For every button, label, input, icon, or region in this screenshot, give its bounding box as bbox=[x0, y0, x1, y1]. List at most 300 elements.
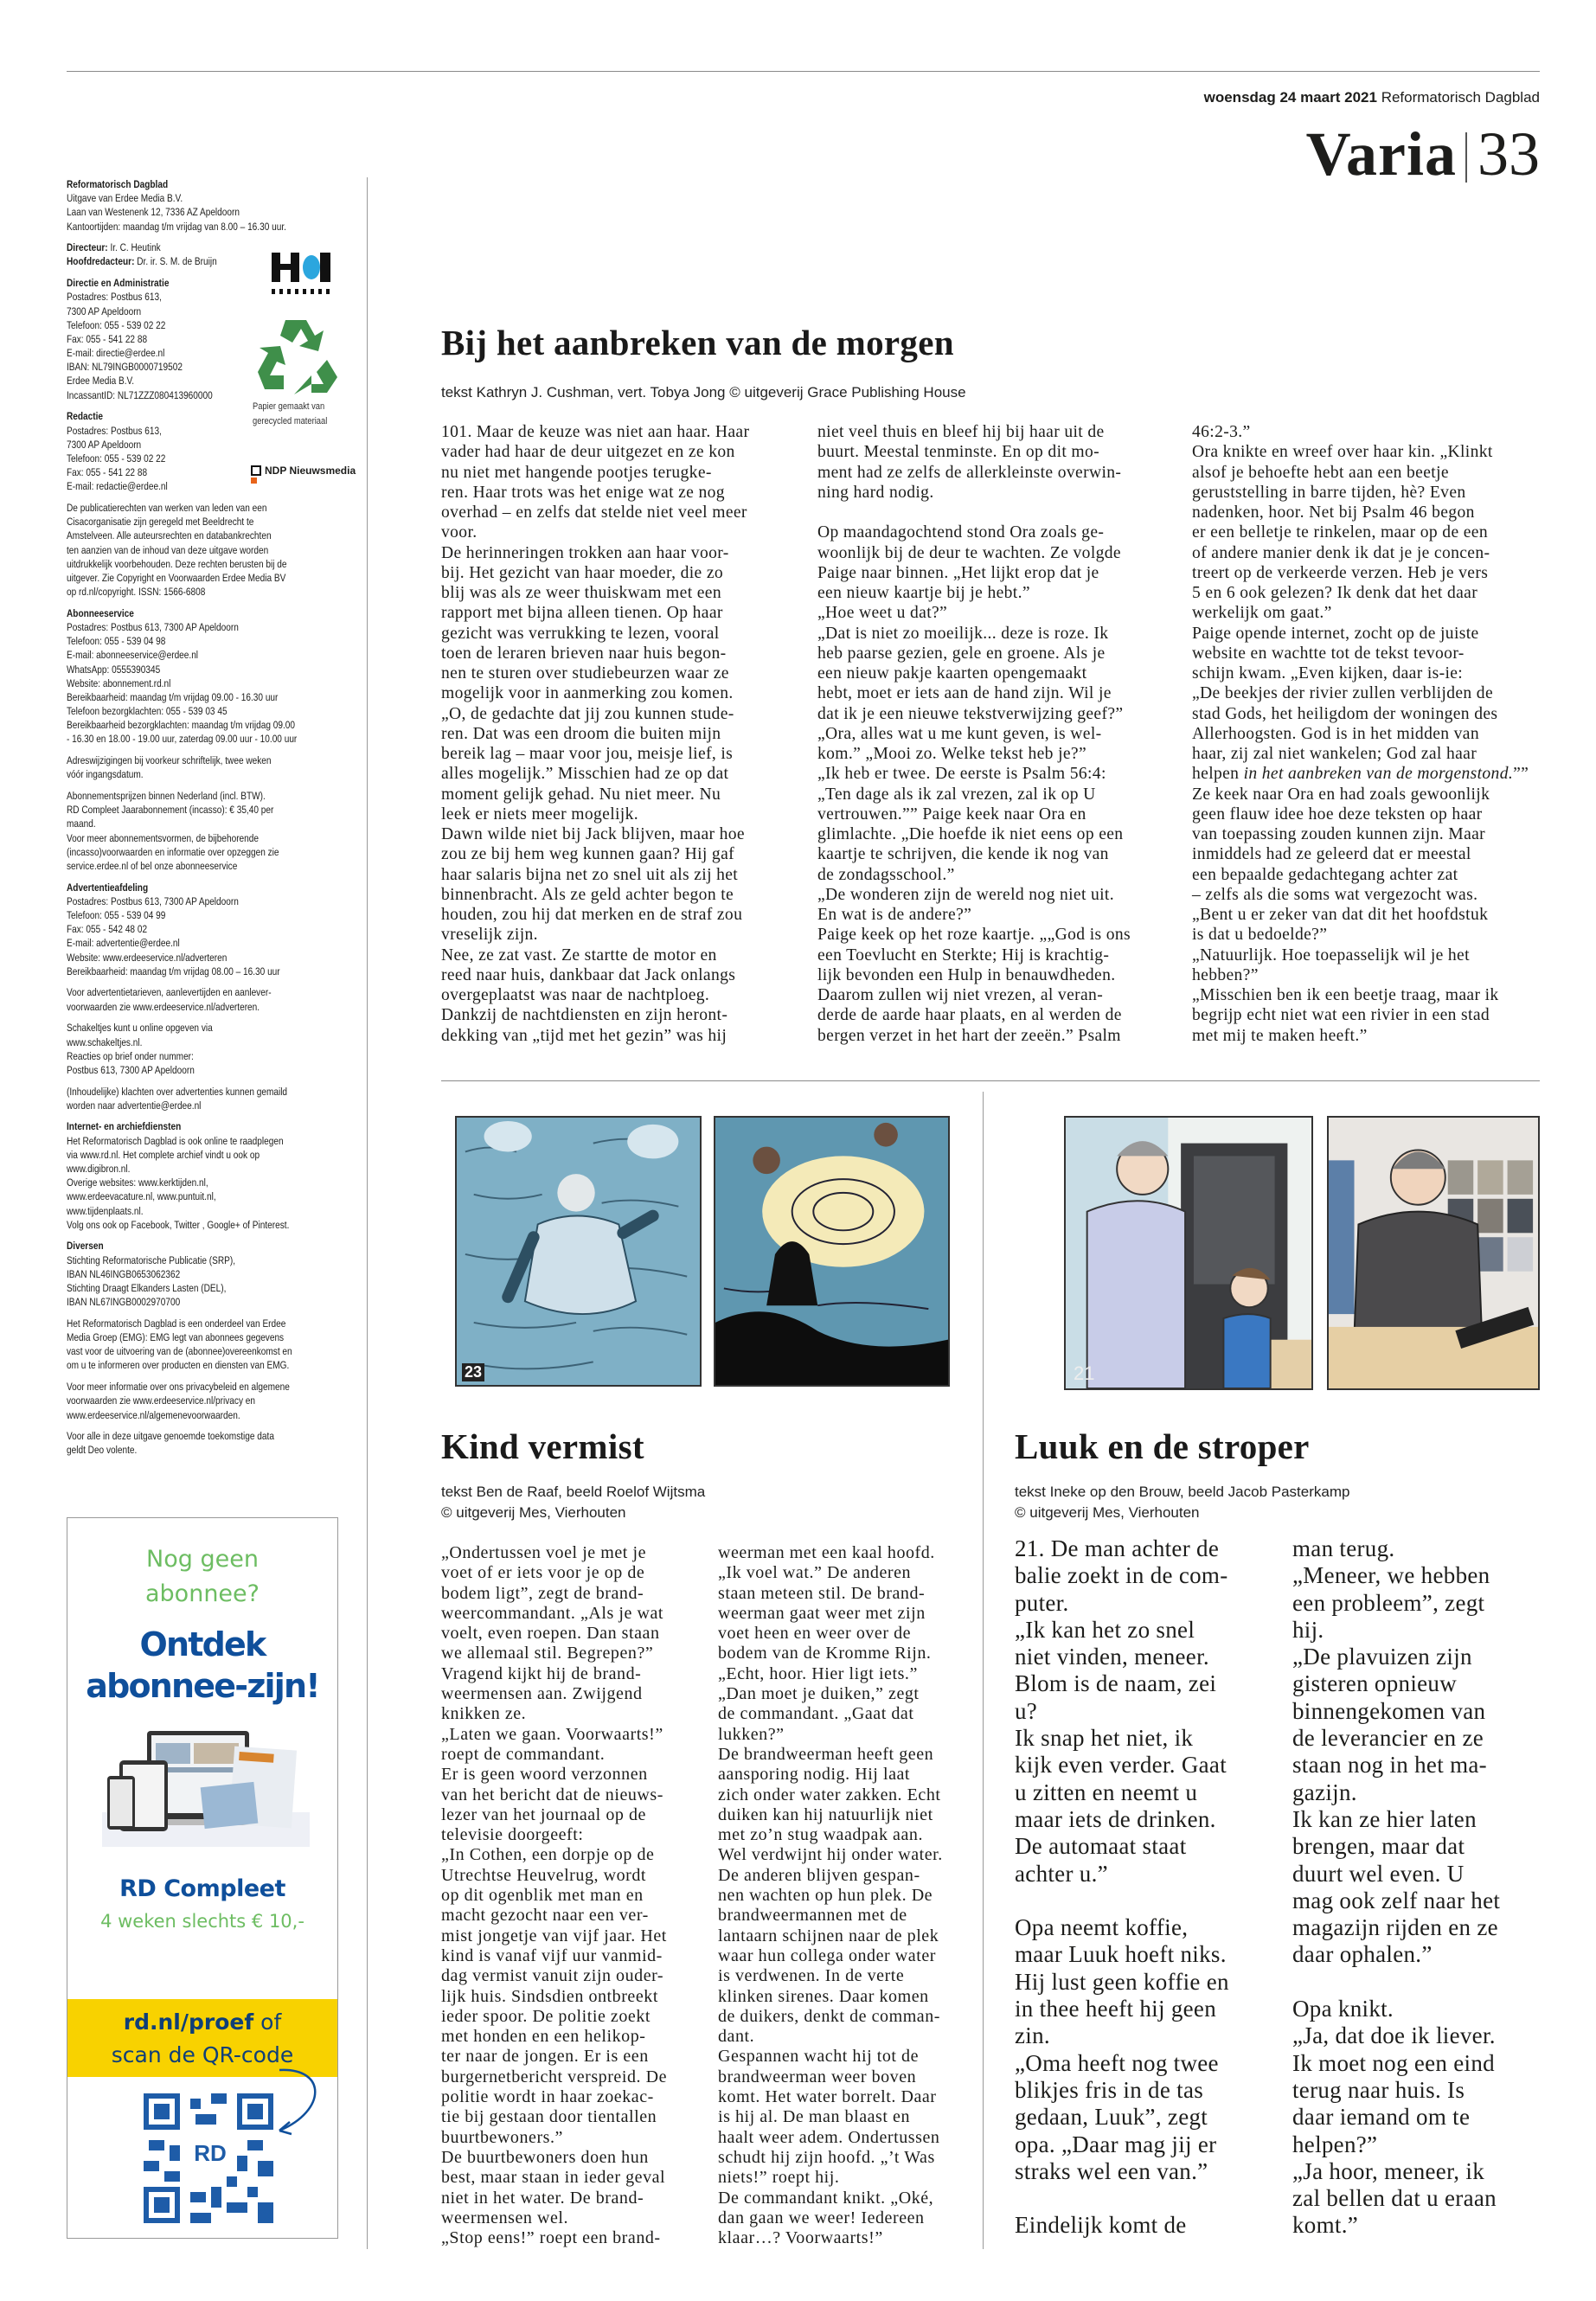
text-line: „Ik kan het zo snel bbox=[1015, 1616, 1195, 1643]
colophon-line: Uitgave van Erdee Media B.V. bbox=[67, 192, 183, 205]
text-line: inmiddels had ze geleerd dat er meestal bbox=[1192, 845, 1471, 864]
colophon-line: E-mail: abonneeservice@erdee.nl bbox=[67, 649, 199, 662]
colophon-line: Adreswijzigingen bij voorkeur schriftelijk, twee weken bbox=[67, 754, 272, 767]
text-line: een Toevlucht en Sterkte; Hij is krachtig- bbox=[817, 945, 1110, 965]
colophon-line: uitdrukkelijk voorbehouden. Deze rechten berusten bij de bbox=[67, 557, 287, 570]
ad-offer: 4 weken slechts € 10,- bbox=[100, 1911, 304, 1932]
blank-line bbox=[1292, 1969, 1552, 1996]
article-headline: Kind vermist bbox=[441, 1426, 644, 1466]
colophon-value: Ir. C. Heutink bbox=[107, 241, 161, 254]
ad-headline bbox=[67, 1624, 337, 1707]
text-line: Ora knikte en wreef over haar kin. „Klinkt bbox=[1192, 443, 1493, 462]
text-line: helpen?” bbox=[1292, 2131, 1378, 2157]
text-line: maar Luuk hoeft niks. bbox=[1015, 1941, 1227, 1968]
colophon-line: Telefoon bezorgklachten: 055 - 539 03 45 bbox=[67, 705, 228, 718]
text-line: „Laten we gaan. Voorwaarts!” bbox=[441, 1724, 663, 1744]
text-line: begrijp echt niet wat een rivier in een stad bbox=[1192, 1006, 1490, 1025]
text-line: De anderen blijven gespan- bbox=[718, 1865, 920, 1885]
article-column bbox=[1015, 1535, 1274, 2240]
text-line: weerman gaat weer met zijn bbox=[718, 1603, 926, 1623]
colophon-section-title: Abonneeservice bbox=[67, 606, 134, 619]
colophon-section bbox=[67, 753, 350, 781]
text-line: een nieuw kaartje bij je hebt.” bbox=[817, 584, 1030, 602]
text-line: – zelfs als die soms wat vergezocht was. bbox=[1192, 885, 1478, 904]
colophon-line: Media Groep (EMG): EMG legt van abonnees gegevens bbox=[67, 1331, 285, 1344]
text-line: „De plavuizen zijn bbox=[1292, 1644, 1472, 1670]
text-line: opa. „Daar mag jij er bbox=[1015, 2131, 1217, 2157]
text-line: met honden en een helikop- bbox=[441, 2027, 646, 2047]
text-line: politie wordt in haar zoekac- bbox=[441, 2087, 654, 2107]
text-line: met zo’n stug waadpak aan. bbox=[718, 1825, 923, 1845]
ad-url-link[interactable]: rd.nl/proef bbox=[123, 2009, 254, 2035]
text-line: een bepaalde gedachtegang achter zat bbox=[1192, 865, 1458, 884]
colophon-line: vóór ingangsdatum. bbox=[67, 768, 144, 781]
text-line: brengen, maar dat bbox=[1292, 1833, 1465, 1860]
text-line: „De wonderen zijn de wereld nog niet uit. bbox=[817, 885, 1114, 904]
text-line: werkelijk om gaat.” bbox=[1192, 604, 1332, 623]
text-line: Er is geen woord verzonnen bbox=[441, 1765, 648, 1785]
text-line: is dat u bedoelde?” bbox=[1192, 926, 1328, 945]
text-line: gisteren opnieuw bbox=[1292, 1670, 1458, 1697]
text-line: brandweerman weer boven bbox=[718, 2067, 917, 2086]
ad-teaser-line: abonnee? bbox=[145, 1580, 260, 1607]
text-line: Ik kan ze hier laten bbox=[1292, 1805, 1477, 1832]
recycle-icon bbox=[251, 311, 344, 398]
byline-line: © uitgeverij Mes, Vierhouten bbox=[1015, 1504, 1200, 1521]
article-column bbox=[441, 1543, 709, 2248]
page-number: 33 bbox=[1477, 119, 1540, 189]
text-segment: helpen bbox=[1192, 765, 1244, 784]
text-line: bergen verzet in het hart der zeeën.” Psalm bbox=[817, 1026, 1121, 1045]
colophon-line: Bereikbaarheid bezorgklachten: maandag t/m vrijdag 09.00 bbox=[67, 719, 296, 732]
text-line: weermensen aan. Zwijgend bbox=[441, 1684, 643, 1704]
text-line: duiken kan hij natuurlijk niet bbox=[718, 1804, 933, 1824]
blank-line bbox=[1015, 2185, 1274, 2212]
text-line: televisie doorgeeft: bbox=[441, 1825, 584, 1845]
dateline bbox=[1204, 88, 1540, 107]
text-line: achter u.” bbox=[1015, 1860, 1108, 1887]
text-line: lezer van het journaal op de bbox=[441, 1804, 646, 1824]
text-line: niet in het water. De brand- bbox=[441, 2188, 644, 2208]
colophon-line: geldt Deo volente. bbox=[67, 1444, 138, 1457]
colophon-section bbox=[67, 501, 350, 599]
text-line: „Misschien ben ik een beetje traag, maar ik bbox=[1192, 986, 1499, 1004]
text-line: moment gelijk gehad. Nu niet meer. Nu bbox=[441, 785, 721, 804]
italic-text-segment: in het aanbreken van de morgenstond. bbox=[1243, 765, 1514, 784]
text-line: zou ze bij hem weg kunnen gaan? Hij gaf bbox=[441, 845, 735, 864]
text-line: dag vermist vanuit zijn ouder- bbox=[441, 1966, 664, 1986]
text-line: „O, de gedachte dat jij zou kunnen stude- bbox=[441, 704, 734, 723]
text-line: „Ja, dat doe ik liever. bbox=[1292, 2022, 1496, 2049]
text-line: De buurtbewoners doen hun bbox=[441, 2147, 649, 2167]
text-line: gazijn. bbox=[1292, 1779, 1357, 1805]
text-line: aansporing nodig. Hij laat bbox=[718, 1765, 911, 1785]
text-line: niet vinden, meneer. bbox=[1015, 1644, 1209, 1670]
colophon-line: Postbus 613, 7300 AP Apeldoorn bbox=[67, 1063, 195, 1076]
colophon-line: Postadres: Postbus 613, 7300 AP Apeldoorn bbox=[67, 620, 239, 633]
ad-cta-text: scan de QR-code bbox=[111, 2042, 294, 2067]
section-header bbox=[1305, 119, 1540, 189]
colophon-line: Het Reformatorisch Dagblad is een onderdeel van Erdee bbox=[67, 1317, 286, 1330]
text-line: maar iets de drinken. bbox=[1015, 1805, 1216, 1832]
colophon-section-title: Internet- en archiefdiensten bbox=[67, 1120, 182, 1133]
text-line: puter. bbox=[1015, 1589, 1069, 1616]
text-line: geen flauw idee hoe deze teksten op haar bbox=[1192, 804, 1483, 824]
text-line: staan meteen stil. De brand- bbox=[718, 1583, 926, 1603]
text-line: Op maandagochtend stond Ora zoals ge- bbox=[817, 523, 1105, 542]
text-line: is hij al. De man blaast en bbox=[718, 2107, 911, 2127]
text-line: overhad – en zelfs dat stelde niet veel meer bbox=[441, 503, 747, 522]
colophon-line: www.tijdenplaats.nl. bbox=[67, 1204, 144, 1217]
colophon-section bbox=[67, 1380, 350, 1422]
text-line: derde de aarde haar plaats, en al werden de bbox=[817, 1006, 1122, 1025]
text-line: man terug. bbox=[1292, 1535, 1395, 1561]
qr-code[interactable] bbox=[144, 2093, 273, 2223]
newspaper-name: Reformatorisch Dagblad bbox=[1381, 89, 1540, 106]
text-line: lantaarn schijnen naar de plek bbox=[718, 1926, 939, 1945]
text-line: alles mogelijk.” Misschien had ze op dat bbox=[441, 765, 729, 784]
recycle-caption bbox=[253, 400, 327, 429]
text-line: terug naar huis. Is bbox=[1292, 2076, 1465, 2103]
text-line: Opa neemt koffie, bbox=[1015, 1914, 1189, 1941]
colophon-line: op rd.nl/copyright. ISSN: 1566-6808 bbox=[67, 586, 206, 599]
text-line: „Oma heeft nog twee bbox=[1015, 2049, 1219, 2076]
text-line: hebt, moet er iets aan de hand zijn. Wil je bbox=[817, 684, 1112, 703]
text-line: mag ook zelf naar het bbox=[1292, 1887, 1501, 1913]
colophon-line: Telefoon: 055 - 539 04 99 bbox=[67, 909, 166, 921]
text-line: komt. Het water borrelt. Daar bbox=[718, 2087, 937, 2107]
text-line: Utrechtse Heuvelrug, wordt bbox=[441, 1865, 647, 1885]
colophon-line: via www.rd.nl. Het complete archief vindt u ook op bbox=[67, 1148, 260, 1161]
colophon-line: Fax: 055 - 542 48 02 bbox=[67, 923, 148, 936]
top-rule bbox=[67, 71, 1540, 72]
colophon-line: WhatsApp: 0555390345 bbox=[67, 663, 161, 676]
text-line: bodem ligt”, zegt de brand- bbox=[441, 1583, 644, 1603]
text-line: roept de commandant. bbox=[441, 1744, 606, 1764]
byline-line: tekst Ben de Raaf, beeld Roelof Wijtsma bbox=[441, 1484, 706, 1500]
text-line: Allerhoogsten. God is in het midden van bbox=[1192, 724, 1480, 743]
text-line: mist jongetje van vijf jaar. Het bbox=[441, 1926, 667, 1945]
colophon-line: www.digibron.nl. bbox=[67, 1163, 131, 1175]
text-line: Opa knikt. bbox=[1292, 1996, 1394, 2022]
colophon-line: Telefoon: 055 - 539 04 98 bbox=[67, 635, 166, 648]
article-byline bbox=[1015, 1482, 1349, 1523]
colophon-section bbox=[67, 1021, 350, 1077]
colophon-line: maand. bbox=[67, 817, 96, 830]
colophon-line: Postadres: Postbus 613, bbox=[67, 424, 162, 437]
text-line: „Ten dage als ik zal vrezen, zal ik op U bbox=[817, 785, 1096, 804]
colophon-line: Voor meer abonnementsvormen, de bijbehorende bbox=[67, 831, 259, 844]
text-line: weermensen wel. bbox=[441, 2208, 569, 2227]
ad-headline-line: abonnee-zijn! bbox=[86, 1667, 319, 1705]
text-line: hebben?” bbox=[1192, 965, 1259, 984]
text-line: dekking van „tijd met het gezin” was hij bbox=[441, 1026, 727, 1045]
colophon-line: Voor advertentietarieven, aanlevertijden en aanlever- bbox=[67, 986, 272, 999]
colophon-line: Postadres: Postbus 613, bbox=[67, 291, 162, 304]
text-line: „Ora, alles wat u me kunt geven, is wel- bbox=[817, 724, 1102, 743]
text-line: nadenken, hoor. Net bij Psalm 46 begon bbox=[1192, 503, 1475, 522]
colophon-section bbox=[67, 1429, 350, 1457]
text-line bbox=[1192, 764, 1542, 784]
colophon-line: Het Reformatorisch Dagblad is ook online te raadplegen bbox=[67, 1134, 284, 1147]
colophon-line: - 16.30 en 18.00 - 19.00 uur, zaterdag 09.00 uur - 10.00 uur bbox=[67, 733, 298, 746]
colophon-line: Laan van Westenenk 12, 7336 AZ Apeldoorn bbox=[67, 206, 240, 219]
colophon-line: IncassantID: NL71ZZZ080413960000 bbox=[67, 388, 213, 401]
text-line: nen te sturen over studiebeurzen waar ze bbox=[441, 664, 729, 683]
text-line: haar salaris bijna net zo snel uit als zij het bbox=[441, 865, 739, 884]
text-line: duurt wel even. U bbox=[1292, 1860, 1465, 1887]
article-column bbox=[441, 422, 792, 1046]
text-line: leek er niets meer mogelijk. bbox=[441, 804, 638, 824]
text-line: Paige keek op het roze kaartje. „„God is ons bbox=[817, 926, 1131, 945]
colophon-line: 7300 AP Apeldoorn bbox=[67, 304, 142, 317]
text-line: buurtbewoners.” bbox=[441, 2127, 563, 2147]
text-line: daar iemand om te bbox=[1292, 2104, 1471, 2131]
text-line: „Ondertussen voel je met je bbox=[441, 1543, 646, 1562]
article-column bbox=[817, 422, 1168, 1046]
colophon-section bbox=[67, 177, 350, 234]
text-line: heb paarse gezien, gele en groene. Als je bbox=[817, 644, 1106, 663]
ad-headline-line: Ontdek bbox=[139, 1625, 266, 1663]
colophon-line: Website: abonnement.rd.nl bbox=[67, 676, 171, 689]
text-line: Eindelijk komt de bbox=[1015, 2212, 1187, 2239]
text-line: van het bericht dat de nieuws- bbox=[441, 1785, 663, 1804]
text-line: Ze keek naar Ora en had zoals gewoonlijk bbox=[1192, 785, 1490, 804]
colophon-section bbox=[67, 1239, 350, 1309]
text-line: burgernetbericht verspreid. De bbox=[441, 2067, 668, 2086]
blank-line bbox=[1015, 1888, 1274, 1914]
text-line: De commandant knikt. „Oké, bbox=[718, 2188, 934, 2208]
text-line: macht gezocht naar een ver- bbox=[441, 1906, 649, 1926]
article-headline: Luuk en de stroper bbox=[1015, 1426, 1310, 1466]
text-line: De brandweerman heeft geen bbox=[718, 1744, 934, 1764]
text-line: Daarom zullen wij niet vrezen, al veran- bbox=[817, 986, 1104, 1004]
text-line: binnengekomen van bbox=[1292, 1697, 1486, 1724]
colophon-line: voorwaarden zie www.erdeeservice.nl/adverteren. bbox=[67, 1000, 260, 1013]
qr-logo-text: RD bbox=[194, 2140, 227, 2166]
colophon-line: Website: www.erdeeservice.nl/adverteren bbox=[67, 951, 228, 964]
panel-number: 23 bbox=[462, 1363, 484, 1381]
colophon-line: Bereikbaarheid: maandag t/m vrijdag 09.00 - 16.30 uur bbox=[67, 690, 279, 703]
text-line: straks wel een van.” bbox=[1015, 2157, 1208, 2184]
text-line: glimlachte. „Die hoefde ik niet eens op een bbox=[817, 825, 1124, 843]
text-line: of andere manier denk ik dat je je concen- bbox=[1192, 543, 1490, 562]
text-line: ning hard nodig. bbox=[817, 483, 934, 502]
text-line: 101. Maar de keuze was niet aan haar. Haar bbox=[441, 423, 750, 441]
subscription-ad[interactable] bbox=[67, 1517, 338, 2239]
colophon-section bbox=[67, 1085, 350, 1112]
colophon-line: (incasso)voorwaarden en informatie over opzeggen zie bbox=[67, 845, 279, 858]
text-line: „Stop eens!” roept een brand- bbox=[441, 2228, 661, 2248]
colophon-label: Directeur: bbox=[67, 241, 108, 254]
text-line: Gespannen wacht hij tot de bbox=[718, 2047, 920, 2067]
text-line: nen wachten op hun plek. De bbox=[718, 1886, 933, 1906]
text-line: met mij te maken heeft.” bbox=[1192, 1026, 1368, 1045]
text-line: haalt weer adem. Ondertussen bbox=[718, 2127, 940, 2147]
text-line: schijn kwam. „Even kijken, daar is-ie: bbox=[1192, 664, 1464, 683]
colophon-line: Kantoortijden: maandag t/m vrijdag van 8.00 – 16.30 uur. bbox=[67, 220, 286, 233]
text-line: blij was als ze weer thuiskwam met een bbox=[441, 584, 721, 602]
text-line: hij. bbox=[1292, 1616, 1324, 1643]
text-line: bereik lag – maar voor jou, meisje lief, is bbox=[441, 745, 734, 763]
colophon-line: Abonnementsprijzen binnen Nederland (incl. BTW). bbox=[67, 790, 266, 802]
text-line: „Meneer, we hebben bbox=[1292, 1562, 1490, 1589]
ad-url-suffix: of bbox=[253, 2009, 282, 2035]
text-line: lijk huis. Sindsdien ontbreekt bbox=[441, 1986, 658, 2006]
text-line: Nee, ze zat vast. Ze startte de motor en bbox=[441, 945, 717, 965]
colophon-line: Schakeltjes kunt u online opgeven via bbox=[67, 1022, 213, 1035]
text-line: „Dan moet je duiken,” zegt bbox=[718, 1684, 920, 1704]
colophon-line: Stichting Reformatorische Publicatie (SRP), bbox=[67, 1253, 236, 1266]
text-line: ren. Dat was een droom die buiten mijn bbox=[441, 724, 721, 743]
colophon-line: voorwaarden zie www.erdeeservice.nl/privacy en bbox=[67, 1394, 256, 1407]
colophon-section bbox=[67, 1317, 350, 1373]
colophon-line: www.erdeevacature.nl, www.puntuit.nl, bbox=[67, 1190, 216, 1203]
text-line: dant. bbox=[718, 2027, 755, 2047]
text-line: kom.” „Mooi zo. Welke tekst heb je?” bbox=[817, 745, 1087, 763]
colophon-line: om u te informeren over producten en diensten van EMG. bbox=[67, 1359, 290, 1372]
text-line: vertrouwen.”” Paige keek naar Ora en bbox=[817, 804, 1086, 824]
colophon-line: (Inhoudelijke) klachten over advertenties kunnen gemaild bbox=[67, 1085, 288, 1098]
text-line: kind is vanaf vijf uur vanmid- bbox=[441, 1945, 663, 1965]
section-name: Varia bbox=[1305, 119, 1457, 189]
text-line: treert op de verkeerde verzen. Heb je vers bbox=[1192, 563, 1489, 582]
text-line: een probleem”, zegt bbox=[1292, 1589, 1485, 1616]
colophon-line: Amstelveen. Alle auteursrechten en databankrechten bbox=[67, 529, 272, 542]
text-line: rapport met bijna alleen tienen. Op haar bbox=[441, 604, 723, 623]
colophon-line: IBAN NL67INGB0002970700 bbox=[67, 1296, 181, 1309]
text-line: staan nog in het ma- bbox=[1292, 1752, 1487, 1779]
text-line: buurt. Meestal tenminste. En op dit mo- bbox=[817, 443, 1100, 462]
text-line: dat ik je een nieuwe tekstverwijzing geef?” bbox=[817, 704, 1124, 723]
colophon-line: IBAN: NL79INGB0000719502 bbox=[67, 361, 183, 374]
article-byline bbox=[441, 382, 966, 403]
recycle-caption-line: Papier gemaakt van bbox=[253, 401, 325, 412]
colophon-line: Voor meer informatie over ons privacybeleid en algemene bbox=[67, 1381, 290, 1394]
colophon-line: vast voor de uitvoering van de (abonnee)overeenkomst en bbox=[67, 1345, 292, 1358]
byline-line: tekst Kathryn J. Cushman, vert. Tobya Jong © uitgeverij Grace Publishing House bbox=[441, 384, 966, 401]
text-line: houden, zou hij dat merken en de straf zou bbox=[441, 906, 743, 924]
colophon-line: E-mail: redactie@erdee.nl bbox=[67, 480, 168, 493]
colophon-line: IBAN NL46INGB0653062362 bbox=[67, 1267, 181, 1280]
text-line: zal bellen dat u eraan bbox=[1292, 2185, 1497, 2212]
text-line: voelt, even roepen. Dan staan bbox=[441, 1624, 660, 1644]
text-line: komt.” bbox=[1292, 2212, 1359, 2239]
text-line: weerman met een kaal hoofd. bbox=[718, 1543, 935, 1562]
comic-panel-firefighter-in-water bbox=[455, 1116, 702, 1387]
text-line: binnenbracht. Als ze geld achter begon te bbox=[441, 885, 734, 904]
text-line: bodem van de Kromme Rijn. bbox=[718, 1644, 932, 1663]
colophon-line: www.erdeeservice.nl/algemenevoorwaarden. bbox=[67, 1408, 240, 1421]
text-line: waar hun collega onder water bbox=[718, 1945, 936, 1965]
colophon-line: Fax: 055 - 541 22 88 bbox=[67, 332, 148, 345]
article-column bbox=[718, 1543, 986, 2248]
colophon-section bbox=[67, 1119, 350, 1232]
colophon-line: Voor alle in deze uitgave genoemde toekomstige data bbox=[67, 1430, 274, 1443]
text-line: toen de leraren brieven naar huis begon- bbox=[441, 644, 727, 663]
colophon-value: Dr. ir. S. M. de Bruijn bbox=[134, 255, 217, 268]
text-line: we allemaal stil. Begrepen?” bbox=[441, 1644, 654, 1663]
text-line: „Natuurlijk. Hoe toepasselijk wil je het bbox=[1192, 945, 1470, 965]
text-line: De automaat staat bbox=[1015, 1833, 1187, 1860]
colophon-line: De publicatierechten van werken van leden van een bbox=[67, 501, 267, 514]
text-line: geruststelling in barre tijden, hè? Even bbox=[1192, 483, 1466, 502]
colophon-section-title: Reformatorisch Dagblad bbox=[67, 178, 169, 190]
text-line: in thee heeft hij geen bbox=[1015, 1996, 1217, 2022]
text-line: klinken sirenes. Daar komen bbox=[718, 1986, 929, 2006]
text-line: „Ik heb er twee. De eerste is Psalm 56:4: bbox=[817, 765, 1106, 784]
text-line: „In Cothen, een dorpje op de bbox=[441, 1845, 655, 1865]
comic-panel-lantern-light bbox=[714, 1116, 950, 1387]
hoi-keurmerk-logo bbox=[270, 249, 341, 297]
text-line: ter naar de jongen. Er is een bbox=[441, 2047, 649, 2067]
text-line: haar, zij zal niet wankelen; God zal haar bbox=[1192, 745, 1477, 763]
text-line: „Hoe weet u dat?” bbox=[817, 604, 948, 623]
text-line: vader had haar de deur uitgezet en ze kon bbox=[441, 443, 735, 462]
ndp-logo-text: NDP Nieuwsmedia bbox=[265, 465, 356, 477]
text-line: klaar…? Voorwaarts!” bbox=[718, 2228, 883, 2248]
text-line: En wat is de andere?” bbox=[817, 906, 972, 924]
text-line: Paige opende internet, zocht op de juiste bbox=[1192, 624, 1479, 643]
issue-date: woensdag 24 maart 2021 bbox=[1203, 89, 1377, 106]
byline-line: © uitgeverij Mes, Vierhouten bbox=[441, 1504, 626, 1521]
text-line: De herinneringen trokken aan haar voor- bbox=[441, 543, 729, 562]
text-line: woonlijk bij de deur te wachten. Ze volgde bbox=[817, 543, 1121, 562]
devices-illustration bbox=[102, 1715, 310, 1862]
text-line: de duikers, denkt de comman- bbox=[718, 2006, 940, 2026]
article-byline bbox=[441, 1482, 705, 1523]
text-line: „Echt, hoor. Hier ligt iets.” bbox=[718, 1663, 918, 1683]
text-line: Paige naar binnen. „Het lijkt erop dat je bbox=[817, 563, 1099, 582]
text-line: Hij lust geen koffie en bbox=[1015, 1968, 1229, 1995]
panel-number: 21 bbox=[1074, 1362, 1095, 1384]
text-segment: ”” bbox=[1513, 765, 1529, 784]
text-line: niet veel thuis en bleef hij bij haar uit de bbox=[817, 423, 1105, 441]
text-line: Dawn wilde niet bij Jack blijven, maar hoe bbox=[441, 825, 745, 843]
blank-line bbox=[817, 503, 1168, 522]
text-line: van toepassing zouden kunnen zijn. Maar bbox=[1192, 825, 1486, 843]
text-line: overgeplaatst was naar de nachtploeg. bbox=[441, 986, 710, 1004]
colophon-section bbox=[67, 881, 350, 978]
text-line: ment had ze zelfs de allerkleinste overwin- bbox=[817, 463, 1122, 482]
section-divider bbox=[1465, 132, 1467, 183]
colophon-line: Postadres: Postbus 613, 7300 AP Apeldoorn bbox=[67, 894, 239, 907]
colophon-line: service.erdee.nl of bel onze abonneeservice bbox=[67, 859, 238, 872]
text-line: kaartje te schrijven, die kende ik nog van bbox=[817, 845, 1109, 864]
text-line: mogelijk voor in aanmerking zou komen. bbox=[441, 684, 734, 703]
recycle-caption-line: gerecycled materiaal bbox=[253, 416, 328, 426]
colophon-line: www.schakeltjes.nl. bbox=[67, 1035, 143, 1048]
colophon-line: Stichting Draagt Elkanders Lasten (DEL), bbox=[67, 1282, 227, 1294]
text-line: best, maar staan in ieder geval bbox=[441, 2168, 666, 2188]
text-line: magazijn rijden en ze bbox=[1292, 1914, 1498, 1941]
colophon-line: Overige websites: www.kerktijden.nl, bbox=[67, 1176, 208, 1189]
text-line: balie zoekt in de com- bbox=[1015, 1562, 1228, 1589]
colophon-line: Bereikbaarheid: maandag t/m vrijdag 08.00 – 16.30 uur bbox=[67, 965, 280, 977]
text-line: Blom is de naam, zei bbox=[1015, 1670, 1217, 1697]
text-line: tie bij gestaan door tientallen bbox=[441, 2107, 657, 2127]
article-column bbox=[1292, 1535, 1552, 2240]
article-column bbox=[1192, 422, 1542, 1046]
ndp-logo-mark bbox=[251, 465, 261, 476]
colophon-line: Volg ons ook op Facebook, Twitter , Google+ of Pinterest. bbox=[67, 1218, 290, 1231]
colophon-section-title: Redactie bbox=[67, 410, 104, 423]
text-line: voet of er iets voor je op de bbox=[441, 1563, 645, 1583]
colophon-section-title: Diversen bbox=[67, 1240, 104, 1253]
text-line: voet heen en weer over de bbox=[718, 1624, 912, 1644]
text-line: lijk bevonden een Hulp in benauwdheden. bbox=[817, 965, 1116, 984]
byline-line: tekst Ineke op den Brouw, beeld Jacob Pasterkamp bbox=[1015, 1484, 1350, 1500]
